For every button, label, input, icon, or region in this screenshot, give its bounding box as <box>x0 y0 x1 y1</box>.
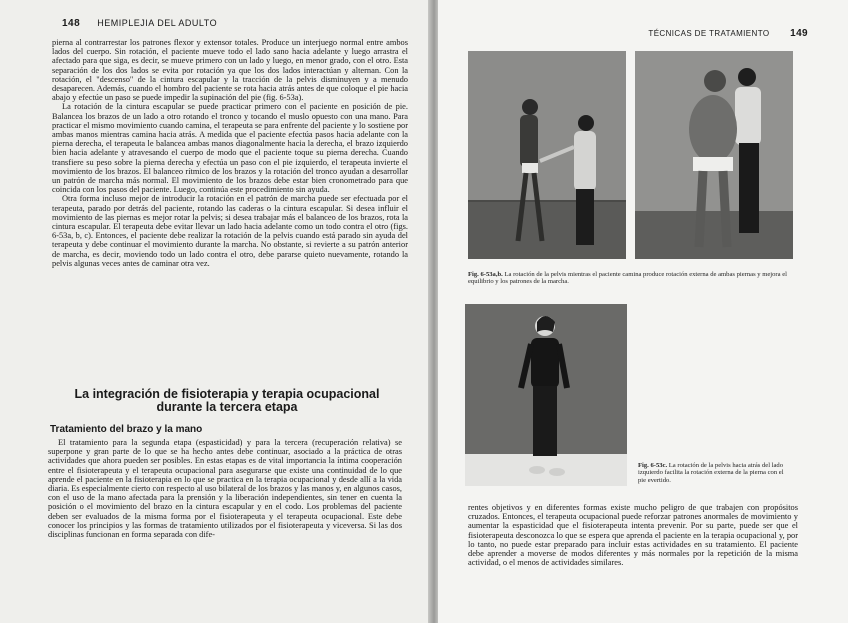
figure-label: Fig. 6-53a,b. <box>468 271 503 278</box>
figure-caption-text: La rotación de la pelvis hacia atrás del lado izquierdo facilita la rotación externa de la pierna con el pie evertido. <box>638 462 784 484</box>
figure-6-53ab-caption <box>468 271 793 286</box>
figure-6-53b-photo <box>635 51 793 259</box>
paragraph: rentes objetivos y en diferentes formas existe mucho peligro de que trabajen con propósitos cruzados. Entonces, el terapeuta ocupacional puede reforzar patrones anormales de movimiento y aumentar la espasticidad que el fisioterapeuta intenta prevenir. Por su parte, puede ser que el fisioterapeuta desconozca lo que se espera que aprenda el paciente en la terapia ocupacional y, por lo tanto, no puede estar preparado para incluir estas actividades en su tratamiento. El paciente debe aprender a moverse de modos diferentes y más normales por la repetición de la misma actividad, o el menos de actividades similares. <box>468 503 798 568</box>
photo-standing-woman <box>465 304 627 486</box>
right-page <box>438 0 848 623</box>
section-heading: La integración de fisioterapia y terapia ocupacional durante la tercera etapa <box>74 387 380 414</box>
paragraph: pierna al contrarrestar los patrones flexor y extensor totales. Produce un interjuego normal entre ambos lados del cuerpo. Sin rotación, el paciente mueve todo el lado sano hacia adelante y luego arrastra el afectado para que siga, es decir, se mueve primero con un lado y luego, en menor grado, con el otro. Esta separación de los dos lados se evita por rotación ya que los dos lados interactúan y alternan. Con la rotación, el "descenso" de la cintura escapular y la tracción de la pelvis disminuyen y a menudo desaparecen. Además, cuando el hombro del paciente se rota hacia atrás antes de que coloque el pie hacia abajo y efectúe un paso se puede impedir la supinación del pie (fig. 6-53a). <box>52 38 408 103</box>
figure-6-53a-photo <box>468 51 626 259</box>
paragraph: La rotación de la cintura escapular se puede practicar primero con el paciente en posición de pie. Balancea los brazos de un lado a otro rotando el tronco y tocando el muslo opuesto con una mano. Para practicar el mismo movimiento cuando camina, el terapeuta se para enfrente del paciente y lo sostiene por ambas manos mientras camina hacia atrás. A medida que el paciente efectúa pasos hacia adelante con la pierna derecha, el terapeuta le balancea ambas manos diagonalmente hacia la derecha, el brazo izquierdo bien hacia adelante y atravesando el cuerpo de modo que el paciente toque su pierna derecha. Cuando transfiere su peso sobre la pierna derecha y efectúa un paso con el pie izquierdo, el terapeuta invierte el movimiento de los brazos. El balanceo rítmico de los brazos y la rotación del tronco ayudan a desarrollar un patrón de marcha más normal. El movimiento de los brazos debe estar bien cronometrado para que coincida con los pasos del paciente. Luego, continúa este procedimiento sin ayuda. <box>52 102 408 195</box>
right-bottom-text-column <box>468 503 798 567</box>
figure-6-53c-caption <box>638 462 788 484</box>
photo-walking-assist-front <box>635 51 793 259</box>
photo-walking-assist-side <box>468 51 626 259</box>
paragraph: El tratamiento para la segunda etapa (espasticidad) y para la tercera (recuperación relativa) se superpone y gran parte de lo que se ha hecho antes debe continuar, asociado a la práctica de otras actividades que ahora pueden ser posibles. En estas etapas es de vital importancia la íntima cooperación entre el fisioterapeuta y el terapeuta ocupacional para asegurarse que existe una continuidad de lo que aprende el paciente en la fisioterapia en lo que se practica en la terapia ocupacional y desde allí a la vida diaria. Es especialmente cierto con respecto al uso bilateral de los brazos y las manos y, en algunos casos, con el uso de la mano afectada para la prensión y la liberación independientes, sin tener en cuenta la posición o el movimiento del brazo en la cintura escapular y en el codo. Los problemas del paciente deben ser evaluados de la misma forma por el fisioterapeuta y el terapeuta ocupacional. Este debe conocer los principios y las formas de tratamiento utilizados por el fisioterapeuta y viceversa. Si las dos disciplinas funcionan en forma separada con dife- <box>48 438 402 540</box>
right-page-number: 149 <box>790 28 808 39</box>
left-page-number: 148 <box>62 18 81 29</box>
subsection-heading: Tratamiento del brazo y la mano <box>50 424 203 435</box>
left-running-head <box>62 18 217 29</box>
left-running-head-title: HEMIPLEJIA DEL ADULTO <box>97 18 218 28</box>
figure-caption-text: La rotación de la pelvis mientras el paciente camina produce rotación externa de ambas piernas y mejora el equilibrio y los patrones de la marcha. <box>468 271 787 286</box>
figure-label: Fig. 6-53c. <box>638 462 668 469</box>
figure-6-53c-photo <box>465 304 627 486</box>
right-running-head <box>648 28 808 39</box>
left-bottom-text-column <box>48 438 402 539</box>
left-top-text-column <box>52 38 408 268</box>
paragraph: Otra forma incluso mejor de introducir la rotación en el patrón de marcha puede ser efectuada por el terapeuta, parado por detrás del paciente, rotando las caderas o la cintura escapular. Si desea influir el movimiento de las piernas es mejor rotar la pelvis; si desea trabajar más el balanceo de los brazos, rota la cintura escapular. El terapeuta debe evitar llevar un lado hacia adelante como un todo contra el otro (figs. 6-53a, b, c). Entonces, el paciente debe realizar la rotación de la pelvis cuando está parado sin ayuda del terapeuta y debe continuar el movimiento durante la marcha. No obstante, si revierte a su patrón anterior de marcha, es decir, moviendo todo un lado contra el otro, debe pararse quieto nuevamente, rotando la pelvis algunas veces antes de caminar otra vez. <box>52 194 408 268</box>
right-running-head-title: TÉCNICAS DE TRATAMIENTO <box>648 29 770 38</box>
